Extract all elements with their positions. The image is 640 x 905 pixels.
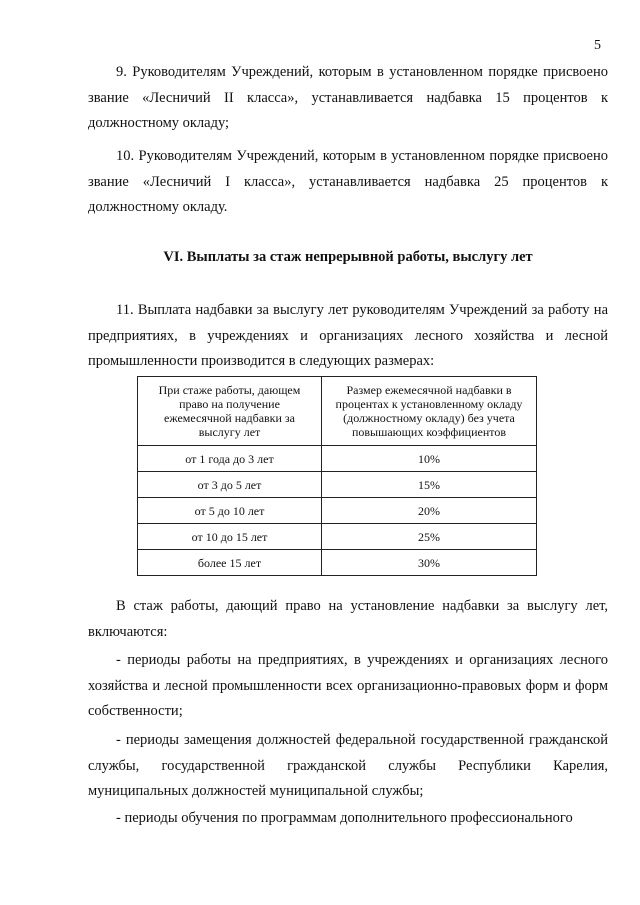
list-item: - периоды обучения по программам дополнительного профессионального <box>116 810 573 826</box>
table-row <box>138 498 537 524</box>
page-number: 5 <box>594 38 601 53</box>
table-header-cell: Размер ежемесячной надбавки в процентах к установленному окладу (должностному окладу) без учета повышающих коэффициентов <box>322 377 537 446</box>
table-cell-rate: 10% <box>322 446 537 472</box>
table-cell-rate: 30% <box>322 550 537 576</box>
list-item: - периоды замещения должностей федеральной государственной гражданской службы, государственной гражданской службы Республики Карелия, муниципальных должностей муниципальной службы; <box>88 732 608 800</box>
table-header-cell: При стаже работы, дающем право на получение ежемесячной надбавки за выслугу лет <box>138 377 322 446</box>
table-cell-rate: 20% <box>322 498 537 524</box>
table-cell-tenure: более 15 лет <box>138 550 322 576</box>
paragraph-9: 9. Руководителям Учреждений, которым в установленном порядке присвоено звание «Лесничий II класса», устанавливается надбавка 15 процентов к должностному окладу; <box>88 64 608 132</box>
table-cell-rate: 25% <box>322 524 537 550</box>
table-cell-tenure: от 1 года до 3 лет <box>138 446 322 472</box>
table-row <box>138 472 537 498</box>
table-cell-tenure: от 5 до 10 лет <box>138 498 322 524</box>
table-cell-tenure: от 10 до 15 лет <box>138 524 322 550</box>
table-row <box>138 446 537 472</box>
paragraph-inclusion: В стаж работы, дающий право на установление надбавки за выслугу лет, включаются: <box>88 598 608 640</box>
table-row <box>138 550 537 576</box>
table-header-row <box>138 377 537 446</box>
table-row <box>138 524 537 550</box>
table-cell-rate: 15% <box>322 472 537 498</box>
paragraph-10: 10. Руководителям Учреждений, которым в установленном порядке присвоено звание «Лесничий I класса», устанавливается надбавка 25 процентов к должностному окладу. <box>88 148 608 216</box>
tenure-bonus-table <box>137 376 537 576</box>
table-cell-tenure: от 3 до 5 лет <box>138 472 322 498</box>
paragraph-11: 11. Выплата надбавки за выслугу лет руководителям Учреждений за работу на предприятиях, в учреждениях и организациях лесного хозяйства и лесной промышленности производится в следующих размерах: <box>88 302 608 370</box>
section-heading: VI. Выплаты за стаж непрерывной работы, выслугу лет <box>163 249 533 265</box>
list-item: - периоды работы на предприятиях, в учреждениях и организациях лесного хозяйства и лесной промышленности всех организационно-правовых форм и форм собственности; <box>88 652 608 720</box>
